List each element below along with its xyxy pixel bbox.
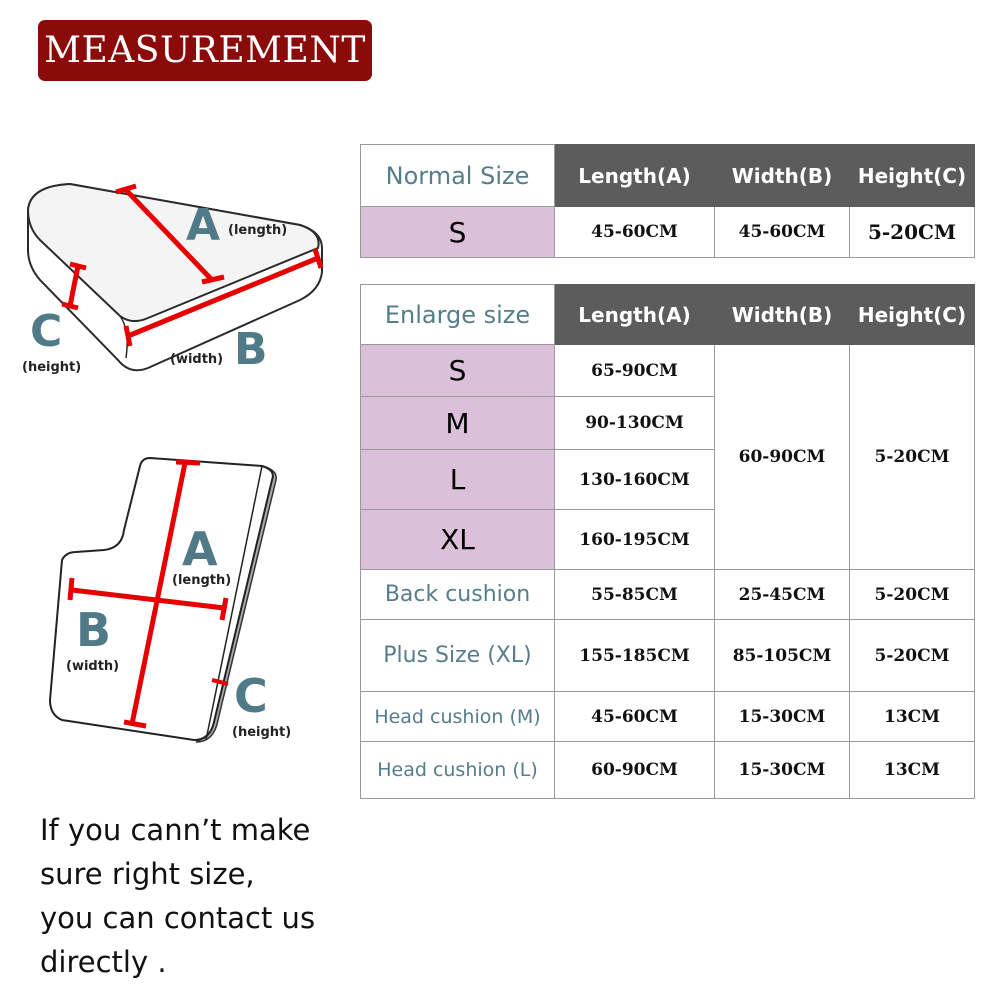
normal-s-length: 45-60CM <box>555 207 715 258</box>
enlarge-size-s: S <box>361 345 555 397</box>
seat-b-letter: B <box>234 324 268 375</box>
normal-header-height: Height(C) <box>850 145 975 207</box>
note-line: you can contact us <box>40 901 316 935</box>
lshape-b-letter: B <box>76 603 112 657</box>
enlarge-l-length: 130-160CM <box>555 450 715 510</box>
normal-s-width: 45-60CM <box>715 207 850 258</box>
back-cushion-length: 55-85CM <box>555 570 715 620</box>
seat-c-caption: (height) <box>22 360 82 375</box>
normal-header-width: Width(B) <box>715 145 850 207</box>
enlarge-m-length: 90-130CM <box>555 397 715 450</box>
plus-size-length: 155-185CM <box>555 620 715 692</box>
enlarge-size-title: Enlarge size <box>361 285 555 345</box>
note-line: If you cann’t make <box>40 813 311 847</box>
back-cushion-width: 25-45CM <box>715 570 850 620</box>
enlarge-size-table <box>360 284 975 799</box>
seat-b-caption: (width) <box>170 352 224 367</box>
head-cushion-m-length: 45-60CM <box>555 692 715 742</box>
seat-cushion-diagram <box>22 184 322 375</box>
seat-c-letter: C <box>30 306 63 357</box>
normal-header-length: Length(A) <box>555 145 715 207</box>
seat-a-caption: (length) <box>228 223 288 238</box>
enlarge-size-m: M <box>361 397 555 450</box>
enlarge-size-xl: XL <box>361 510 555 570</box>
lshape-cushion-diagram <box>50 458 291 742</box>
seat-a-letter: A <box>186 200 221 251</box>
enlarge-xl-length: 160-195CM <box>555 510 715 570</box>
contact-note <box>40 808 360 984</box>
plus-size-height: 5-20CM <box>850 620 975 692</box>
head-cushion-l-length: 60-90CM <box>555 742 715 799</box>
normal-size-s: S <box>361 207 555 258</box>
head-cushion-m-label: Head cushion (M) <box>361 692 555 742</box>
lshape-b-caption: (width) <box>66 659 120 674</box>
head-cushion-l-label: Head cushion (L) <box>361 742 555 799</box>
enlarge-header-length: Length(A) <box>555 285 715 345</box>
normal-size-title: Normal Size <box>361 145 555 207</box>
back-cushion-label: Back cushion <box>361 570 555 620</box>
banner-title: MEASUREMENT <box>44 30 366 71</box>
lshape-c-letter: C <box>234 669 268 723</box>
head-cushion-m-width: 15-30CM <box>715 692 850 742</box>
normal-s-height: 5-20CM <box>850 207 975 258</box>
head-cushion-l-height: 13CM <box>850 742 975 799</box>
plus-size-label: Plus Size (XL) <box>361 620 555 692</box>
lshape-c-caption: (height) <box>232 725 292 740</box>
note-line: directly . <box>40 945 167 979</box>
enlarge-s-length: 65-90CM <box>555 345 715 397</box>
enlarge-size-l: L <box>361 450 555 510</box>
lshape-a-letter: A <box>182 522 218 576</box>
note-line: sure right size, <box>40 857 255 891</box>
head-cushion-m-height: 13CM <box>850 692 975 742</box>
normal-size-table <box>360 144 975 258</box>
cushion-diagrams <box>0 0 360 800</box>
enlarge-header-height: Height(C) <box>850 285 975 345</box>
enlarge-shared-width: 60-90CM <box>715 345 850 570</box>
lshape-a-caption: (length) <box>172 573 232 588</box>
back-cushion-height: 5-20CM <box>850 570 975 620</box>
plus-size-width: 85-105CM <box>715 620 850 692</box>
enlarge-header-width: Width(B) <box>715 285 850 345</box>
enlarge-shared-height: 5-20CM <box>850 345 975 570</box>
head-cushion-l-width: 15-30CM <box>715 742 850 799</box>
